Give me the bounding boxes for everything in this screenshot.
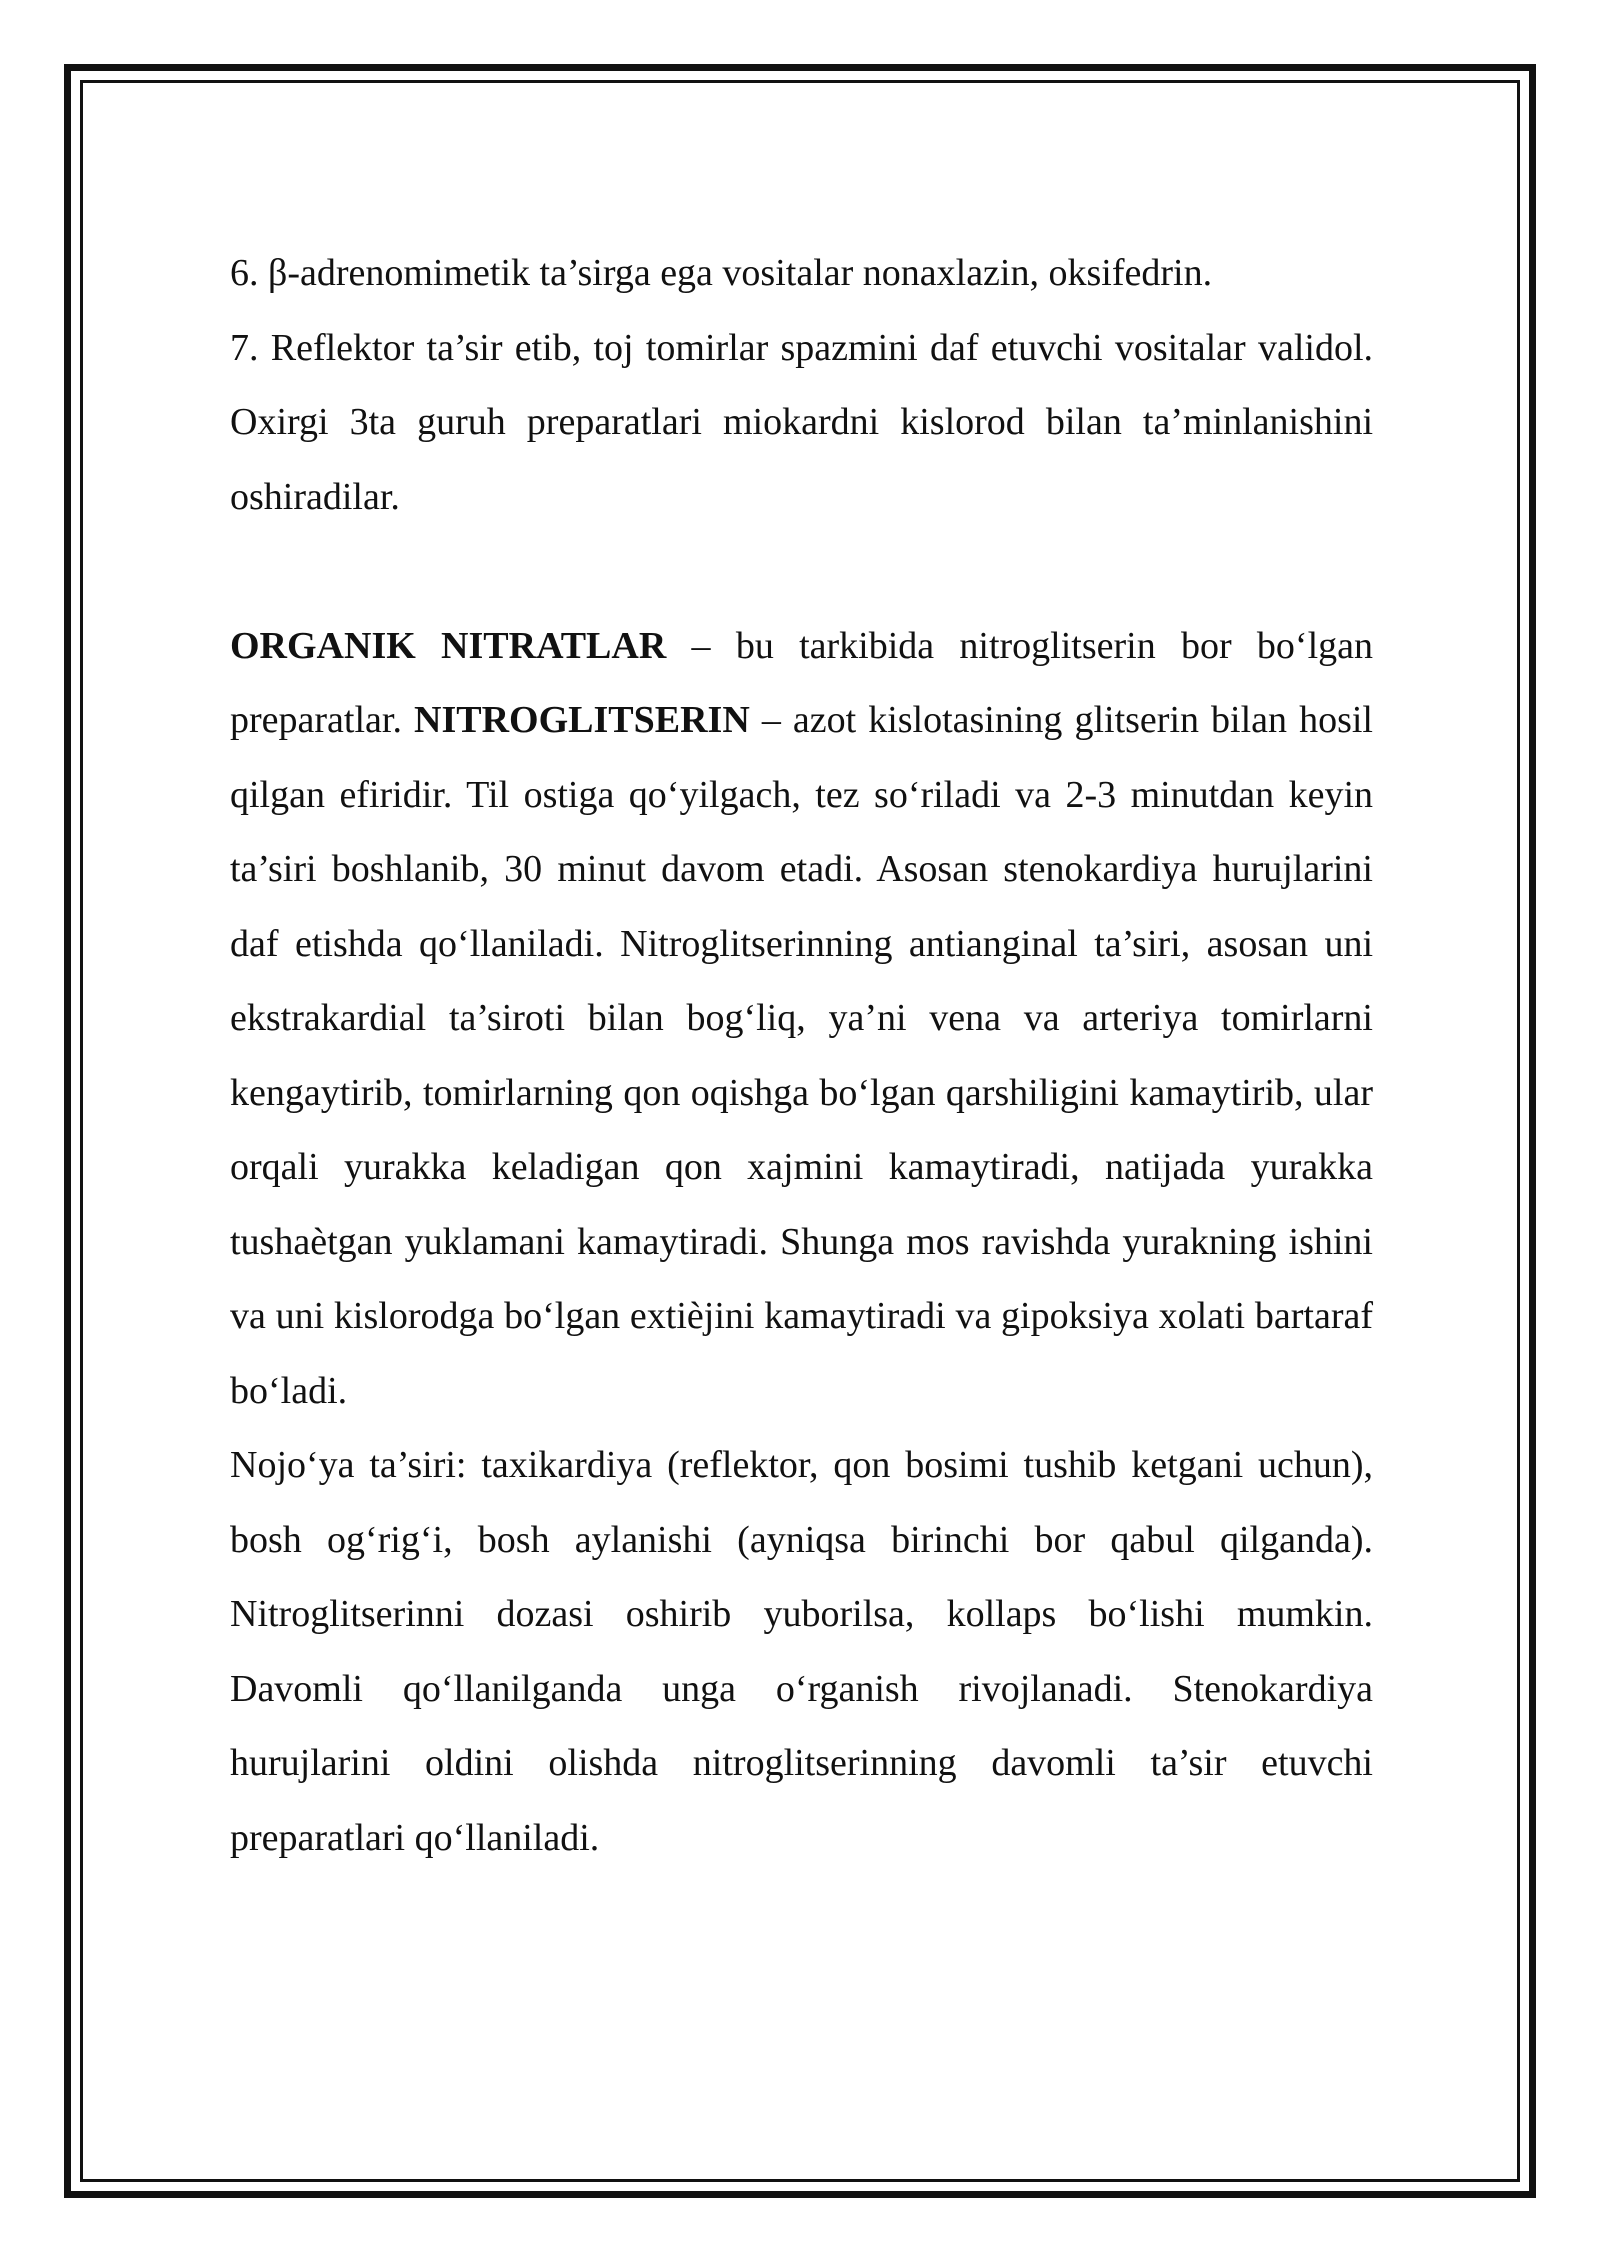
term-nitroglitserin: NITROGLITSERIN: [414, 699, 750, 741]
paragraph-item-7: 7. Reflektor ta’sir etib, toj tomirlar spazmini daf etuvchi vositalar validol. Oxirgi 3ta guruh preparatlari miokardni kislorod bilan ta’minlanishini oshiradilar.: [230, 326, 1373, 518]
paragraph-text-part2: – azot kislotasining glitserin bilan hosil qilgan efiridir. Til ostiga qo‘yilgach, tez so‘riladi va 2-3 minutdan keyin ta’siri boshlanib, 30 minut davom etadi. Asosan stenokardiya hurujlarini daf etishda qo‘llaniladi. Nitroglitserinning antianginal ta’siri, asosan uni ekstrakardial ta’siroti bilan bog‘liq, ya’ni vena va arteriya tomirlarni kengaytirib, tomirlarning qon oqishga bo‘lgan qarshiligini kamaytirib, ular orqali yurakka keladigan qon xajmini kamaytiradi, natijada yurakka tushaètgan yuklamani kamaytiradi. Shunga mos ravishda yurakning ishini va uni kislorodga bo‘lgan extièjini kamaytiradi va gipoksiya xolati bartaraf bo‘ladi.: [230, 699, 1373, 1412]
paragraph-organic-nitrates: [230, 609, 1373, 1429]
document-body: [230, 236, 1373, 1875]
paragraph-side-effects: Nojo‘ya ta’siri: taxikardiya (reflektor, qon bosimi tushib ketgani uchun), bosh og‘rig‘i, bosh aylanishi (ayniqsa birinchi bor qabul qilganda). Nitroglitserinni dozasi oshirib yuborilsa, kollaps bo‘lishi mumkin. Davomli qo‘llanilganda unga o‘rganish rivojlanadi. Stenokardiya hurujlarini oldini olishda nitroglitserinning davomli ta’sir etuvchi preparatlari qo‘llaniladi.: [230, 1444, 1373, 1859]
term-organik-nitratlar: ORGANIK NITRATLAR: [230, 624, 667, 667]
paragraph-item-6: 6. β-adrenomimetik ta’sirga ega vositalar nonaxlazin, oksifedrin.: [230, 252, 1213, 294]
paragraph-text-part1: – bu tarkibida nitroglitserin bor bo‘lgan preparatlar.: [230, 624, 1373, 741]
